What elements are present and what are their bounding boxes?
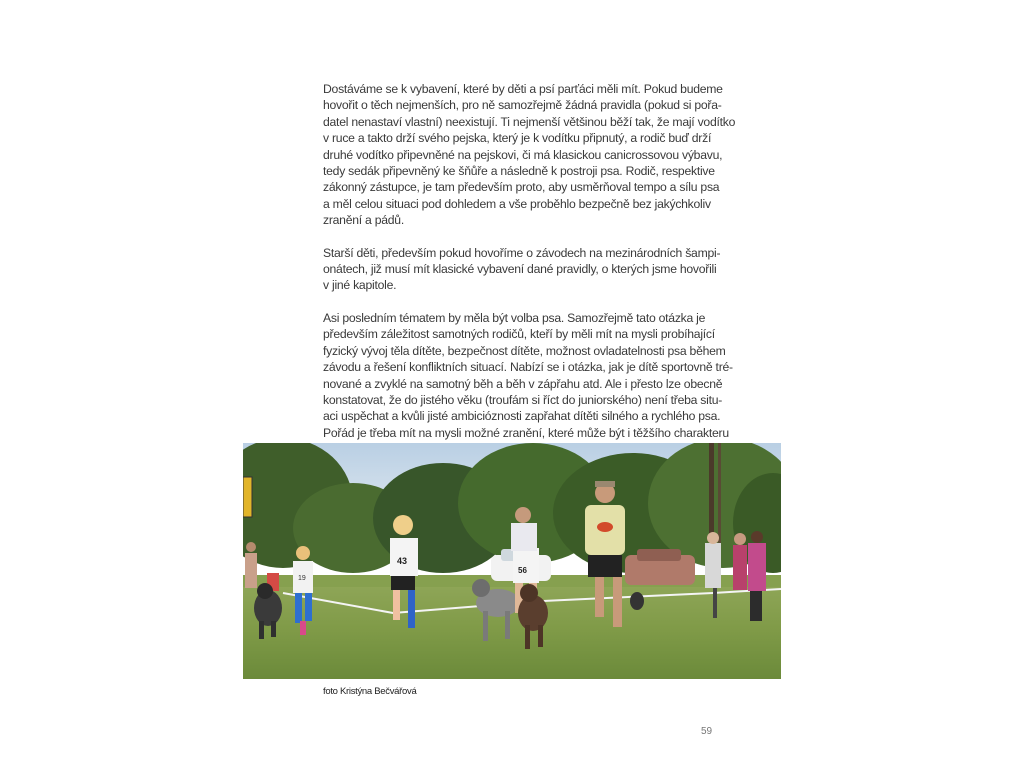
road-sign [243,477,252,517]
text-line: a měl celou situaci pod dohledem a vše proběhlo bezpečně bez jakýchkoliv [323,196,711,211]
paragraph-dog-choice [323,310,733,441]
bib-number: 56 [518,566,527,575]
text-line: datel nenastaví vlastní) neexistují. Ti nejmenší většinou běží tak, že mají vodítko [323,114,736,129]
text-line: aci uspěchat a kvůli jisté ambicióznosti zapřahat dítěti silného a rychlého psa. [323,409,721,424]
body-text [323,81,736,457]
text-line: konstatovat, že do jistého věku (troufám si říct do juniorského) není třeba situ- [323,392,723,407]
text-line: fyzický vývoj těla dítěte, bezpečnost dítěte, možnost ovladatelnosti psa během [323,343,726,358]
bib-number: 19 [298,575,306,582]
text-line: Pořád je třeba mít na mysli možné zranění, které může být i těžšího charakteru [323,425,729,440]
paragraph-equipment [323,81,736,229]
text-line: zranění a pádů. [323,213,404,228]
bib-number: 43 [397,556,408,566]
text-line: hovořit o těch nejmenších, pro ně samozřejmě žádná pravidla (pokud si pořa- [323,98,722,113]
page-number: 59 [701,726,713,737]
text-line: v jiné kapitole. [323,278,397,293]
text-line: v ruce a takto drží svého pejska, který je k vodítku připnutý, a rodič buď drží [323,131,712,146]
text-line: závodu a řešení konfliktních situací. Nabízí se i otázka, jak je dítě sportovně tré- [323,360,733,375]
text-line: především záležitost samotných rodičů, kteří by měli mít na mysli probíhající [323,327,715,342]
text-line: Asi posledním tématem by měla být volba psa. Samozřejmě tato otázka je [323,310,706,325]
text-line: nované a zvyklé na samotný běh a běh v zápřahu atd. Ale i přesto lze obecně [323,376,723,391]
text-line: Dostáváme se k vybavení, které by děti a psí parťáci měli mít. Pokud budeme [323,82,723,96]
canicross-race-photo [243,443,781,679]
text-line: druhé vodítko připevněné na pejskovi, či má klasickou canicrossovou výbavu, [323,147,723,162]
text-line: tedy sedák připevněný ke šňůře a následně k postroji psa. Rodič, respektive [323,164,715,179]
paragraph-older-children [323,245,721,294]
text-line: zákonný zástupce, je tam především proto, aby usměrňoval tempo a sílu psa [323,180,720,195]
text-line: onátech, již musí mít klasické vybavení dané pravidly, o kterých jsme hovořili [323,262,717,277]
text-line: Starší děti, především pokud hovoříme o závodech na mezinárodních šampi- [323,245,721,260]
photo-caption: foto Kristýna Bečvářová [323,686,417,697]
